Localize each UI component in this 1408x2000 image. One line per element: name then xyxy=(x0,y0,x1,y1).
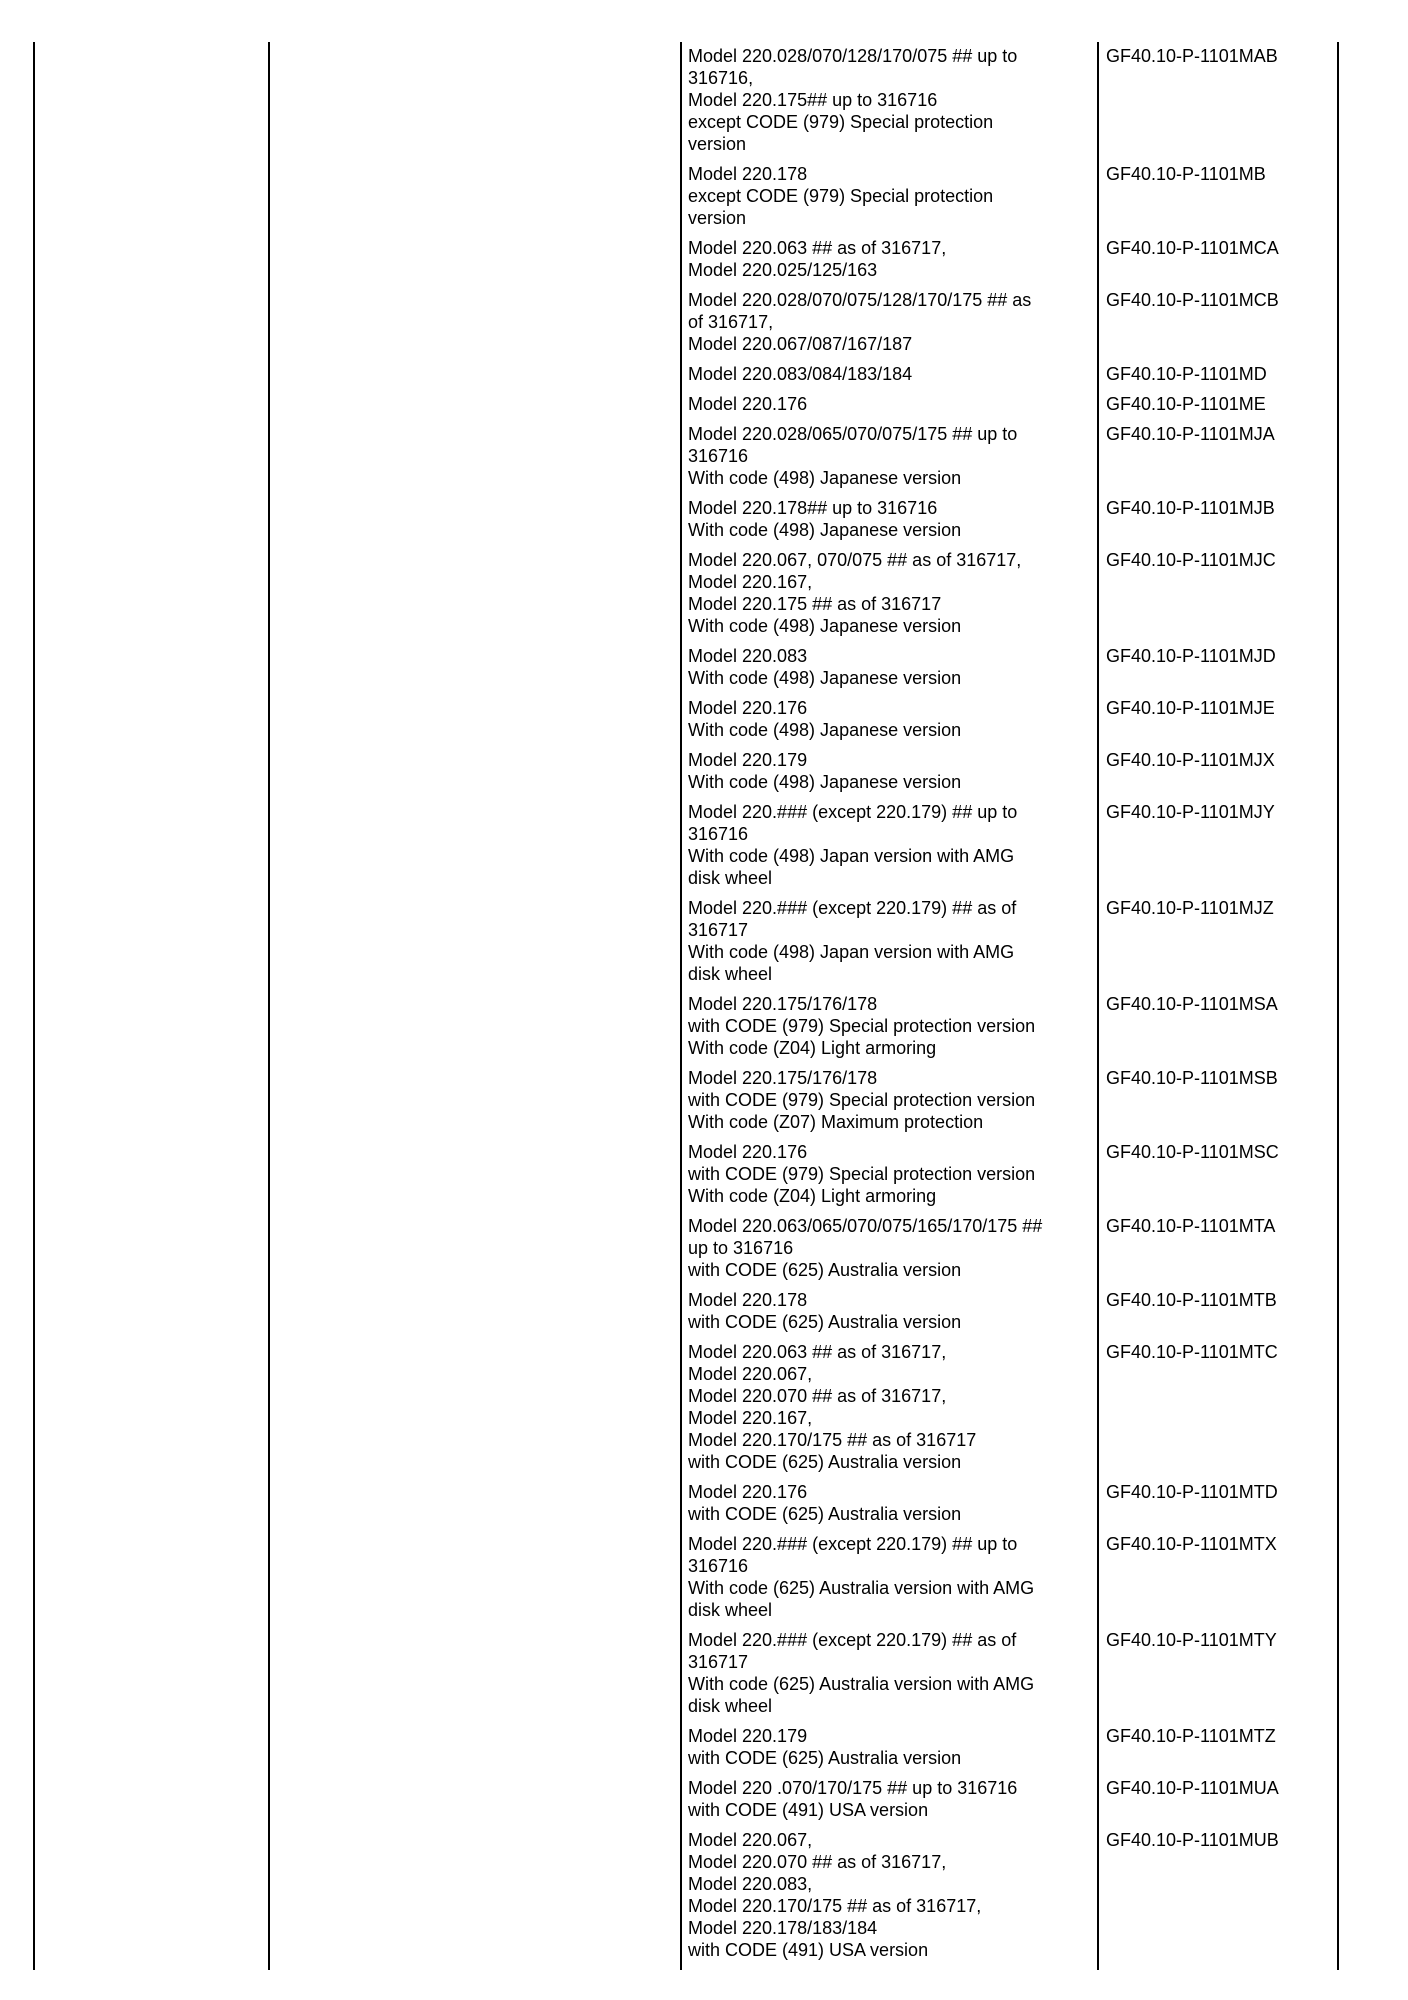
table-row xyxy=(688,1062,1338,1136)
table-row xyxy=(688,796,1338,892)
model-description-cell: Model 220.175/176/178 with CODE (979) Special protection version With code (Z04) Light armoring xyxy=(688,994,1036,1058)
table-border-left xyxy=(33,42,35,1970)
table-row xyxy=(688,640,1338,692)
table-row xyxy=(688,40,1338,158)
document-code-cell: GF40.10-P-1101MTZ xyxy=(1106,1726,1276,1746)
document-code-cell: GF40.10-P-1101MB xyxy=(1106,164,1266,184)
model-description-cell: Model 220.### (except 220.179) ## as of 316717 With code (625) Australia version with AMG disk wheel xyxy=(688,1630,1035,1716)
model-code-table xyxy=(688,40,1338,1964)
table-row xyxy=(688,1210,1338,1284)
document-code-cell: GF40.10-P-1101MTA xyxy=(1106,1216,1276,1236)
document-code-cell: GF40.10-P-1101MCB xyxy=(1106,290,1279,310)
document-code-cell: GF40.10-P-1101MTX xyxy=(1106,1534,1277,1554)
model-description-cell: Model 220.176 with CODE (979) Special protection version With code (Z04) Light armoring xyxy=(688,1142,1036,1206)
document-code-cell: GF40.10-P-1101MSA xyxy=(1106,994,1278,1014)
model-description-cell: Model 220.067, Model 220.070 ## as of 316717, Model 220.083, Model 220.170/175 ## as of 316717, Model 220.178/183/184 with CODE (491) USA version xyxy=(688,1830,982,1960)
table-row xyxy=(688,544,1338,640)
model-description-cell: Model 220.063 ## as of 316717, Model 220.067, Model 220.070 ## as of 316717, Model 220.167, Model 220.170/175 ## as of 316717 with CODE (625) Australia version xyxy=(688,1342,977,1472)
model-description-cell: Model 220.179 with CODE (625) Australia version xyxy=(688,1726,962,1768)
model-description-cell: Model 220.178 except CODE (979) Special protection version xyxy=(688,164,994,228)
document-code-cell: GF40.10-P-1101MJD xyxy=(1106,646,1276,666)
table-row xyxy=(688,232,1338,284)
model-description-cell: Model 220.063/065/070/075/165/170/175 ## up to 316716 with CODE (625) Australia version xyxy=(688,1216,1043,1280)
model-description-cell: Model 220.028/065/070/075/175 ## up to 316716 With code (498) Japanese version xyxy=(688,424,1018,488)
model-description-cell: Model 220.178 with CODE (625) Australia version xyxy=(688,1290,962,1332)
table-row xyxy=(688,418,1338,492)
table-row xyxy=(688,1476,1338,1528)
document-code-cell: GF40.10-P-1101MSC xyxy=(1106,1142,1279,1162)
model-description-cell: Model 220.176 xyxy=(688,394,808,414)
model-description-cell: Model 220.028/070/075/128/170/175 ## as of 316717, Model 220.067/087/167/187 xyxy=(688,290,1032,354)
table-row xyxy=(688,1284,1338,1336)
model-description-cell: Model 220.### (except 220.179) ## up to 316716 With code (625) Australia version with AMG disk wheel xyxy=(688,1534,1035,1620)
table-row xyxy=(688,1824,1338,1964)
table-row xyxy=(688,492,1338,544)
model-description-cell: Model 220.176 With code (498) Japanese version xyxy=(688,698,962,740)
document-code-cell: GF40.10-P-1101MJE xyxy=(1106,698,1275,718)
model-description-cell: Model 220.179 With code (498) Japanese version xyxy=(688,750,962,792)
document-code-cell: GF40.10-P-1101MJC xyxy=(1106,550,1276,570)
document-code-cell: GF40.10-P-1101ME xyxy=(1106,394,1266,414)
document-code-cell: GF40.10-P-1101MAB xyxy=(1106,46,1278,66)
model-description-cell: Model 220.067, 070/075 ## as of 316717, Model 220.167, Model 220.175 ## as of 316717 With code (498) Japanese version xyxy=(688,550,1022,636)
model-description-cell: Model 220.083 With code (498) Japanese version xyxy=(688,646,962,688)
document-code-cell: GF40.10-P-1101MTC xyxy=(1106,1342,1278,1362)
table-row xyxy=(688,1772,1338,1824)
document-code-cell: GF40.10-P-1101MJB xyxy=(1106,498,1275,518)
table-row xyxy=(688,1136,1338,1210)
document-code-cell: GF40.10-P-1101MUA xyxy=(1106,1778,1279,1798)
table-row xyxy=(688,1336,1338,1476)
table-row xyxy=(688,988,1338,1062)
table-row xyxy=(688,1624,1338,1720)
table-row xyxy=(688,284,1338,358)
model-description-cell: Model 220.063 ## as of 316717, Model 220.025/125/163 xyxy=(688,238,947,280)
table-row xyxy=(688,1528,1338,1624)
table-border-col2 xyxy=(680,42,682,1970)
table-row xyxy=(688,1720,1338,1772)
document-code-cell: GF40.10-P-1101MJA xyxy=(1106,424,1275,444)
document-code-cell: GF40.10-P-1101MJZ xyxy=(1106,898,1274,918)
document-code-cell: GF40.10-P-1101MD xyxy=(1106,364,1267,384)
document-code-cell: GF40.10-P-1101MJY xyxy=(1106,802,1275,822)
document-code-cell: GF40.10-P-1101MJX xyxy=(1106,750,1275,770)
model-description-cell: Model 220.178## up to 316716 With code (498) Japanese version xyxy=(688,498,962,540)
document-code-cell: GF40.10-P-1101MUB xyxy=(1106,1830,1279,1850)
model-description-cell: Model 220.### (except 220.179) ## as of 316717 With code (498) Japan version with AMG disk wheel xyxy=(688,898,1017,984)
document-code-cell: GF40.10-P-1101MTB xyxy=(1106,1290,1277,1310)
model-description-cell: Model 220.### (except 220.179) ## up to 316716 With code (498) Japan version with AMG disk wheel xyxy=(688,802,1018,888)
model-description-cell: Model 220.083/084/183/184 xyxy=(688,364,913,384)
model-description-cell: Model 220.175/176/178 with CODE (979) Special protection version With code (Z07) Maximum protection xyxy=(688,1068,1036,1132)
document-code-cell: GF40.10-P-1101MTD xyxy=(1106,1482,1278,1502)
table-row xyxy=(688,692,1338,744)
table-border-col1 xyxy=(268,42,270,1970)
table-row xyxy=(688,892,1338,988)
model-description-cell: Model 220.176 with CODE (625) Australia version xyxy=(688,1482,962,1524)
table-row xyxy=(688,158,1338,232)
table-row xyxy=(688,388,1338,418)
document-code-cell: GF40.10-P-1101MSB xyxy=(1106,1068,1278,1088)
model-description-cell: Model 220.028/070/128/170/075 ## up to 316716, Model 220.175## up to 316716 except CODE (979) Special protection version xyxy=(688,46,1018,154)
table-row xyxy=(688,744,1338,796)
document-code-cell: GF40.10-P-1101MCA xyxy=(1106,238,1279,258)
document-code-cell: GF40.10-P-1101MTY xyxy=(1106,1630,1277,1650)
model-description-cell: Model 220 .070/170/175 ## up to 316716 with CODE (491) USA version xyxy=(688,1778,1018,1820)
table-row xyxy=(688,358,1338,388)
